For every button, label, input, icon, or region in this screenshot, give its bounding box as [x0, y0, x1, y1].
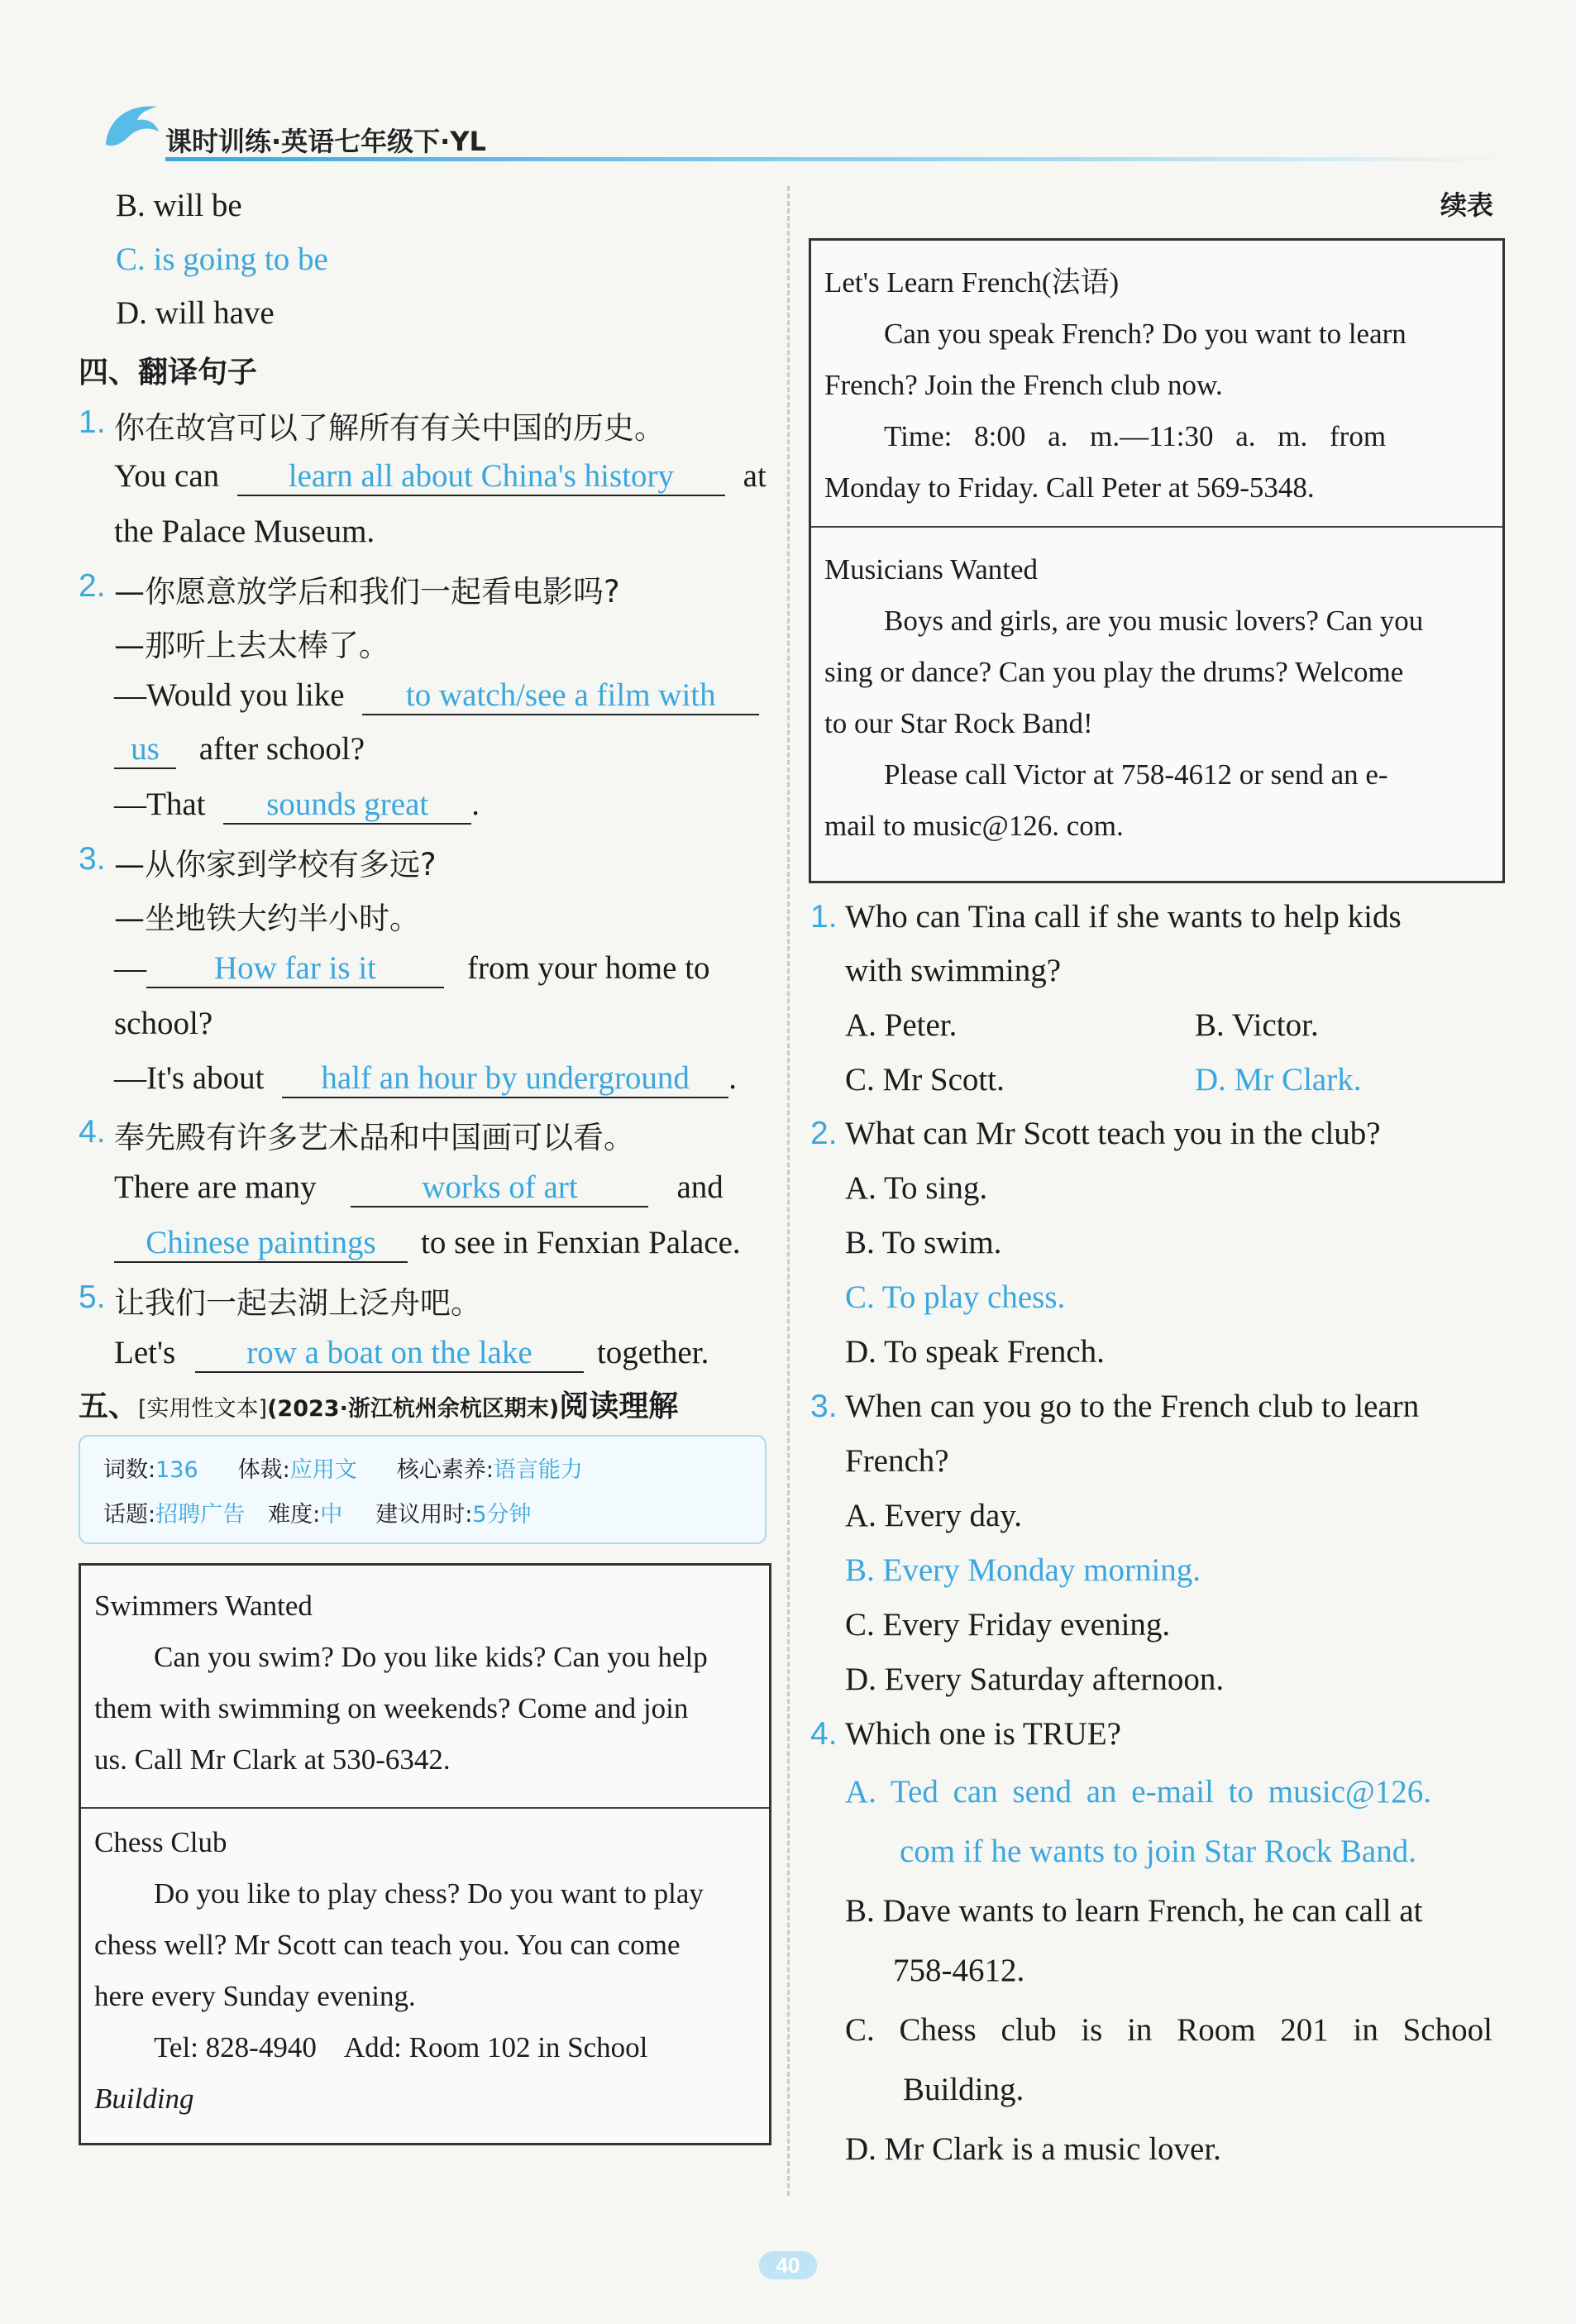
ad-musicians-line-5: mail to music@126. com. — [824, 810, 1124, 842]
reading-q4-number: 4. — [810, 1716, 838, 1752]
ad-swimmers — [81, 1566, 769, 1810]
q4-sentence-2 — [114, 1222, 741, 1265]
page-number: 40 — [776, 2253, 800, 2278]
section-5-tag: [实用性文本] — [138, 1396, 268, 1422]
ad-swimmers-title: Swimmers Wanted — [94, 1590, 313, 1622]
q1-post: at — [743, 458, 767, 494]
q3-sentence-3 — [114, 1057, 737, 1100]
reading-q3-text: When can you go to the French club to learn — [845, 1389, 1420, 1424]
q5-chinese: 让我们一起去湖上泛舟吧。 — [114, 1285, 481, 1321]
reading-q4-option-d: D. Mr Clark is a music lover. — [845, 2131, 1221, 2167]
q4-chinese: 奉先殿有许多艺术品和中国画可以看。 — [114, 1120, 634, 1155]
q2-sentence — [114, 674, 759, 717]
q1-pre: You can — [114, 458, 220, 494]
q2-answer-blank-1: to watch/see a film with — [362, 677, 759, 715]
q3-number: 3. — [79, 841, 106, 877]
section-4-title: 四、翻译句子 — [79, 356, 258, 390]
core-value: 语言能力 — [493, 1457, 583, 1483]
q3-line2: school? — [114, 1006, 213, 1041]
q3-chinese-1: —从你家到学校有多远? — [114, 847, 437, 882]
q3-post3: . — [728, 1060, 737, 1096]
reading-q1-option-d-answer: D. Mr Clark. — [1195, 1062, 1362, 1097]
q1-line2: the Palace Museum. — [114, 514, 375, 549]
ad-chess-line-3: here every Sunday evening. — [94, 1980, 416, 2012]
dolphin-icon — [99, 95, 165, 161]
ad-swimmers-line-2: them with swimming on weekends? Come and join — [94, 1692, 689, 1724]
option-b: B. will be — [116, 188, 242, 223]
reading-q2-number: 2. — [810, 1116, 838, 1151]
reading-q3-number: 3. — [810, 1389, 838, 1424]
reading-q2-option-a: A. To sing. — [845, 1170, 988, 1206]
topic-label: 话题: — [103, 1502, 156, 1528]
reading-q3-option-a: A. Every day. — [845, 1498, 1023, 1533]
header — [99, 91, 1505, 165]
section-5-prefix: 五、 — [79, 1389, 139, 1423]
ads-box-left — [79, 1563, 771, 2145]
reading-q4-option-c-1: C. Chess club is in Room 201 in School — [845, 2012, 1492, 2048]
reading-q4-option-a-answer-1: A. Ted can send an e-mail to music@126. — [845, 1774, 1432, 1810]
genre-value: 应用文 — [289, 1457, 357, 1483]
section-5-source: (2023·浙江杭州余杭区期末) — [267, 1396, 560, 1422]
ad-chess — [81, 1809, 769, 2140]
ad-french-line-1: Can you speak French? Do you want to learn — [884, 318, 1406, 350]
reading-q4-option-b-2: 758-4612. — [893, 1953, 1025, 1988]
info-row-1 — [103, 1451, 583, 1484]
q2-pre3: —That — [114, 787, 206, 822]
ad-french-title: Let's Learn French(法语) — [824, 266, 1120, 299]
ad-chess-line-1: Do you like to play chess? Do you want to play — [154, 1877, 704, 1910]
reading-q2-option-d: D. To speak French. — [845, 1334, 1105, 1370]
q3-pre: — — [114, 950, 146, 986]
q4-post2: to see in Fenxian Palace. — [421, 1225, 741, 1260]
q2-answer-blank-3: sounds great — [223, 787, 471, 825]
reading-q3-option-b-answer: B. Every Monday morning. — [845, 1552, 1201, 1588]
ad-musicians — [811, 528, 1502, 875]
genre-label: 体裁: — [237, 1457, 290, 1483]
q2-sentence-3 — [114, 783, 480, 826]
ads-box-right — [809, 238, 1505, 883]
reading-q4-option-c-2: Building. — [903, 2072, 1024, 2107]
reading-info-box — [79, 1435, 767, 1544]
reading-q2-option-c-answer: C. To play chess. — [845, 1279, 1066, 1315]
q5-number: 5. — [79, 1279, 106, 1315]
q2-sentence-2 — [114, 728, 365, 771]
ad-musicians-line-4: Please call Victor at 758-4612 or send an e- — [884, 758, 1388, 791]
reading-q4-option-a-answer-2: com if he wants to join Star Rock Band. — [900, 1834, 1416, 1869]
continued-label: 续表 — [1440, 189, 1494, 221]
q3-sentence — [114, 947, 710, 990]
ad-french-line-3: Time: 8:00 a. m.—11:30 a. m. from — [884, 420, 1387, 452]
core-label: 核心素养: — [396, 1457, 494, 1483]
ad-musicians-line-1: Boys and girls, are you music lovers? Can you — [884, 605, 1424, 637]
ad-swimmers-line-1: Can you swim? Do you like kids? Can you help — [154, 1641, 708, 1673]
header-rule — [165, 157, 1505, 161]
reading-q4-option-b-1: B. Dave wants to learn French, he can call at — [845, 1893, 1423, 1929]
ad-chess-title: Chess Club — [94, 1826, 227, 1858]
ad-chess-line-4: Tel: 828-4940 Add: Room 102 in School — [154, 2031, 648, 2063]
q5-pre: Let's — [114, 1335, 176, 1370]
ad-french-line-2: French? Join the French club now. — [824, 369, 1223, 401]
ad-french — [811, 241, 1502, 530]
q3-chinese-2: —坐地铁大约半小时。 — [114, 901, 420, 936]
q1-answer-blank: learn all about China's history — [237, 458, 725, 496]
q3-pre3: —It's about — [114, 1060, 265, 1096]
column-divider — [787, 186, 790, 2196]
q2-chinese-1: —你愿意放学后和我们一起看电影吗? — [114, 574, 620, 610]
ad-swimmers-line-3: us. Call Mr Clark at 530-6342. — [94, 1743, 451, 1776]
q1-sentence — [114, 455, 767, 498]
info-row-2 — [103, 1496, 532, 1528]
reading-q3-option-d: D. Every Saturday afternoon. — [845, 1662, 1225, 1697]
ad-french-line-4: Monday to Friday. Call Peter at 569-5348. — [824, 471, 1315, 504]
section-5-title: 阅读理解 — [559, 1389, 679, 1423]
ad-chess-line-5: Building — [94, 2083, 194, 2115]
reading-q3-option-c: C. Every Friday evening. — [845, 1607, 1171, 1643]
reading-q1-text-2: with swimming? — [845, 953, 1062, 988]
q4-answer-blank-1: works of art — [351, 1169, 648, 1207]
q2-post: after school? — [198, 731, 365, 767]
difficulty-label: 难度: — [268, 1502, 321, 1528]
q5-answer-blank: row a boat on the lake — [195, 1335, 584, 1373]
header-title: 课时训练·英语七年级下·YL — [165, 126, 486, 157]
q2-chinese-2: —那听上去太棒了。 — [114, 628, 389, 663]
difficulty-value: 中 — [320, 1502, 343, 1528]
ad-musicians-line-2: sing or dance? Can you play the drums? Welcome — [824, 656, 1404, 688]
q2-post3: . — [471, 787, 480, 822]
q3-post: from your home to — [467, 950, 710, 986]
topic-value: 招聘广告 — [155, 1502, 246, 1528]
time-value: 5分钟 — [472, 1502, 532, 1528]
reading-q2-option-b: B. To swim. — [845, 1225, 1002, 1260]
time-label: 建议用时: — [375, 1502, 473, 1528]
q2-number: 2. — [79, 568, 106, 604]
q4-post: and — [676, 1169, 724, 1205]
q2-pre: —Would you like — [114, 677, 345, 713]
q4-pre: There are many — [114, 1169, 317, 1205]
option-c-answer: C. is going to be — [116, 241, 328, 277]
reading-q1-text: Who can Tina call if she wants to help kids — [845, 899, 1402, 935]
q2-answer-blank-2: us — [114, 731, 176, 769]
q3-answer-blank-3: half an hour by underground — [282, 1060, 728, 1098]
q1-number: 1. — [79, 404, 106, 440]
reading-q2-text: What can Mr Scott teach you in the club? — [845, 1116, 1381, 1151]
section-5-heading — [79, 1383, 678, 1425]
ad-musicians-line-3: to our Star Rock Band! — [824, 707, 1093, 739]
q4-answer-blank-2: Chinese paintings — [114, 1225, 408, 1263]
reading-q4-text: Which one is TRUE? — [845, 1716, 1121, 1752]
words-value: 136 — [155, 1457, 198, 1483]
q3-answer-blank-1: How far is it — [146, 950, 444, 988]
ad-chess-line-2: chess well? Mr Scott can teach you. You can come — [94, 1929, 681, 1961]
q5-sentence — [114, 1332, 709, 1375]
reading-q1-option-a: A. Peter. — [845, 1007, 958, 1043]
q1-chinese: 你在故宫可以了解所有有关中国的历史。 — [114, 410, 665, 446]
reading-q3-text-2: French? — [845, 1443, 949, 1479]
reading-q1-number: 1. — [810, 899, 838, 935]
reading-q1-option-b: B. Victor. — [1195, 1007, 1319, 1043]
q4-sentence — [114, 1166, 724, 1209]
words-label: 词数: — [103, 1457, 156, 1483]
option-d: D. will have — [116, 295, 275, 331]
q5-post: together. — [596, 1335, 709, 1370]
ad-musicians-title: Musicians Wanted — [824, 553, 1039, 586]
q4-number: 4. — [79, 1114, 106, 1150]
reading-q1-option-c: C. Mr Scott. — [845, 1062, 1005, 1097]
